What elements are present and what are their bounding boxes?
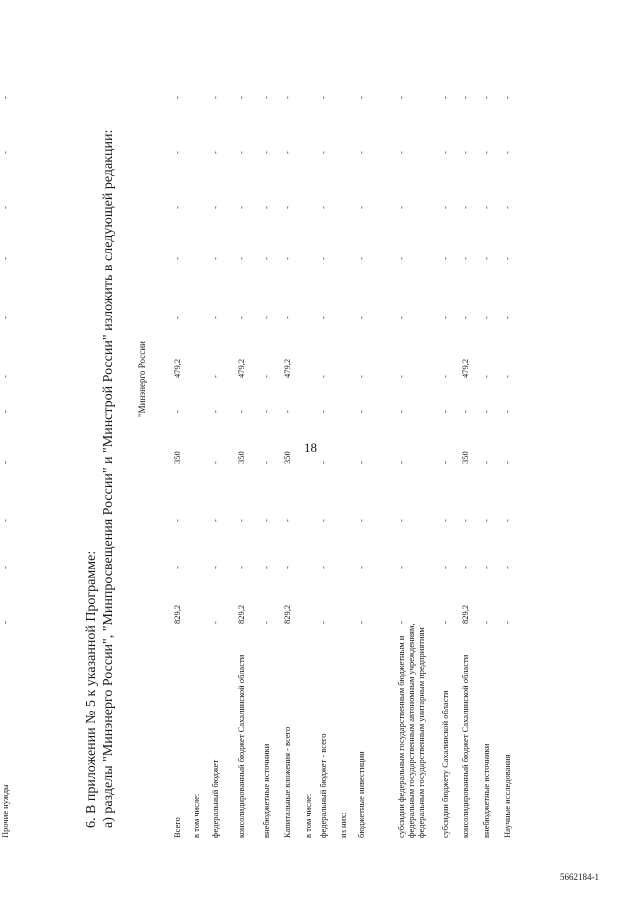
- table-cell: 829,2: [236, 604, 246, 624]
- document-code: 5662184-1: [560, 872, 599, 882]
- row-label: из них:: [338, 812, 348, 838]
- table-cell: -: [261, 96, 271, 99]
- table-cell: -: [396, 257, 406, 260]
- table-cell: -: [481, 621, 491, 624]
- table-cell: -: [481, 375, 491, 378]
- table-cell: -: [440, 566, 450, 569]
- table-cell: -: [318, 257, 328, 260]
- table-cell: -: [318, 519, 328, 522]
- table-cell: -: [261, 461, 271, 464]
- table-cell: -: [282, 96, 292, 99]
- table-cell: -: [356, 461, 366, 464]
- table-cell: -: [356, 206, 366, 209]
- table-cell: -: [460, 151, 470, 154]
- table-cell: -: [172, 410, 182, 413]
- table-cell: -: [502, 519, 512, 522]
- table-cell: -: [210, 151, 220, 154]
- heading-line-2: а) разделы "Минэнерго России", "Минпросвещения России" и "Минстрой России" изложить в следующей редакции:: [101, 129, 116, 828]
- table-cell: -: [210, 461, 220, 464]
- table-cell: -: [282, 410, 292, 413]
- table-cell: -: [396, 151, 406, 154]
- table-cell: -: [236, 519, 246, 522]
- table-cell: -: [172, 316, 182, 319]
- table-cell: -: [396, 566, 406, 569]
- row-label: Всего: [172, 817, 182, 838]
- row-label: федеральный бюджет - всего: [318, 733, 328, 838]
- table-cell: -: [502, 96, 512, 99]
- table-cell: -: [172, 519, 182, 522]
- table-cell: -: [172, 96, 182, 99]
- section-title: "Минэнерго России: [137, 341, 147, 417]
- table-cell: -: [261, 621, 271, 624]
- table-cell: -: [318, 206, 328, 209]
- row-label: консолидированный бюджет Сахалинской области: [236, 654, 246, 838]
- table-cell: -: [282, 566, 292, 569]
- table-cell: -: [0, 519, 10, 522]
- table-cell: -: [502, 206, 512, 209]
- table-cell: 479,2: [236, 358, 246, 378]
- table-cell: -: [440, 519, 450, 522]
- row-label: в том числе:: [191, 793, 201, 838]
- table-cell: -: [261, 151, 271, 154]
- table-cell: -: [502, 410, 512, 413]
- table-cell: -: [396, 519, 406, 522]
- table-cell: -: [318, 316, 328, 319]
- table-cell: -: [356, 519, 366, 522]
- table-cell: -: [356, 566, 366, 569]
- row-label: федеральный бюджет: [210, 759, 220, 838]
- table-cell: 350: [282, 451, 292, 464]
- row-label: внебюджетные источники: [481, 743, 491, 838]
- table-cell: -: [236, 257, 246, 260]
- table-cell: -: [481, 151, 491, 154]
- table-cell: -: [460, 316, 470, 319]
- row-label: субсидии федеральным государственным бюджетным и федеральным государственным автономным учреждениям, федеральным государственным унитарным предприятиям: [396, 623, 426, 838]
- table-cell: -: [172, 151, 182, 154]
- table-cell: -: [396, 96, 406, 99]
- table-cell: -: [210, 566, 220, 569]
- table-cell: -: [0, 410, 10, 413]
- table-cell: -: [481, 96, 491, 99]
- table-cell: -: [396, 461, 406, 464]
- row-label: внебюджетные источники: [261, 743, 271, 838]
- table-cell: -: [236, 566, 246, 569]
- table-cell: -: [440, 316, 450, 319]
- table-cell: 829,2: [460, 604, 470, 624]
- table-cell: -: [460, 519, 470, 522]
- table-cell: -: [502, 375, 512, 378]
- table-cell: -: [481, 410, 491, 413]
- table-cell: -: [502, 566, 512, 569]
- table-cell: -: [261, 257, 271, 260]
- table-cell: 829,2: [282, 604, 292, 624]
- table-cell: -: [282, 206, 292, 209]
- table-cell: -: [210, 621, 220, 624]
- table-cell: -: [502, 151, 512, 154]
- table-cell: -: [0, 566, 10, 569]
- table-cell: -: [282, 151, 292, 154]
- table-cell: -: [261, 566, 271, 569]
- heading-line-1: 6. В приложении № 5 к указанной Программе:: [84, 550, 99, 828]
- table-cell: -: [396, 316, 406, 319]
- table-cell: 350: [172, 451, 182, 464]
- table-cell: -: [0, 316, 10, 319]
- table-cell: -: [318, 96, 328, 99]
- table-cell: -: [356, 151, 366, 154]
- table-cell: -: [261, 316, 271, 319]
- table-cell: -: [481, 566, 491, 569]
- row-label: консолидированный бюджет Сахалинской области: [460, 654, 470, 838]
- table-cell: -: [236, 206, 246, 209]
- table-cell: -: [440, 206, 450, 209]
- table-cell: -: [318, 410, 328, 413]
- table-cell: -: [0, 257, 10, 260]
- table-cell: 479,2: [172, 358, 182, 378]
- table-cell: -: [261, 206, 271, 209]
- table-cell: -: [440, 461, 450, 464]
- table-cell: -: [210, 206, 220, 209]
- table-cell: 479,2: [460, 358, 470, 378]
- table-cell: -: [236, 96, 246, 99]
- table-cell: -: [356, 257, 366, 260]
- table-cell: -: [282, 257, 292, 260]
- table-cell: -: [460, 206, 470, 209]
- table-cell: -: [0, 96, 10, 99]
- table-cell: -: [282, 519, 292, 522]
- table-cell: -: [261, 375, 271, 378]
- table-cell: 350: [460, 451, 470, 464]
- table-cell: -: [440, 410, 450, 413]
- table-cell: -: [440, 375, 450, 378]
- table-cell: -: [440, 96, 450, 99]
- table-cell: -: [460, 410, 470, 413]
- table-cell: -: [440, 621, 450, 624]
- table-cell: -: [0, 151, 10, 154]
- table-cell: -: [210, 410, 220, 413]
- table-cell: -: [318, 151, 328, 154]
- table-cell: -: [502, 621, 512, 624]
- row-label: Прочие нужды: [0, 784, 10, 838]
- table-cell: -: [481, 257, 491, 260]
- table-cell: -: [210, 257, 220, 260]
- table-cell: -: [210, 519, 220, 522]
- table-cell: -: [0, 206, 10, 209]
- table-cell: -: [481, 461, 491, 464]
- table-cell: -: [481, 206, 491, 209]
- table-cell: -: [502, 316, 512, 319]
- table-cell: -: [236, 316, 246, 319]
- table-cell: -: [481, 316, 491, 319]
- table-cell: -: [396, 621, 406, 624]
- table-cell: -: [318, 621, 328, 624]
- table-cell: -: [460, 257, 470, 260]
- table-cell: -: [318, 461, 328, 464]
- table-cell: -: [236, 410, 246, 413]
- table-cell: -: [460, 566, 470, 569]
- table-cell: -: [236, 151, 246, 154]
- table-cell: 479,2: [282, 358, 292, 378]
- table-cell: -: [261, 519, 271, 522]
- table-cell: -: [318, 375, 328, 378]
- page-number: 18: [304, 440, 317, 455]
- table-cell: -: [356, 375, 366, 378]
- table-cell: -: [356, 621, 366, 624]
- table-cell: -: [318, 566, 328, 569]
- table-cell: -: [502, 257, 512, 260]
- table-cell: -: [396, 410, 406, 413]
- table-cell: -: [440, 151, 450, 154]
- table-cell: 350: [236, 451, 246, 464]
- table-cell: -: [0, 375, 10, 378]
- table-cell: -: [282, 316, 292, 319]
- table-cell: -: [356, 410, 366, 413]
- table-cell: -: [172, 566, 182, 569]
- table-cell: -: [0, 621, 10, 624]
- table-cell: -: [172, 257, 182, 260]
- table-cell: 829,2: [172, 604, 182, 624]
- table-cell: -: [210, 316, 220, 319]
- table-cell: -: [460, 96, 470, 99]
- row-label: субсидии бюджету Сахалинской области: [440, 690, 450, 838]
- table-cell: -: [356, 96, 366, 99]
- table-cell: -: [356, 316, 366, 319]
- row-label: бюджетные инвестиции: [356, 751, 366, 838]
- table-cell: -: [0, 461, 10, 464]
- table-cell: -: [440, 257, 450, 260]
- row-label: в том числе:: [303, 793, 313, 838]
- table-cell: -: [261, 410, 271, 413]
- row-label: Научные исследования: [502, 754, 512, 838]
- table-cell: -: [210, 375, 220, 378]
- row-label: Капитальные вложения - всего: [282, 726, 292, 838]
- table-cell: -: [481, 519, 491, 522]
- table-cell: -: [172, 206, 182, 209]
- table-cell: -: [502, 461, 512, 464]
- table-cell: -: [396, 375, 406, 378]
- table-cell: -: [210, 96, 220, 99]
- table-cell: -: [396, 206, 406, 209]
